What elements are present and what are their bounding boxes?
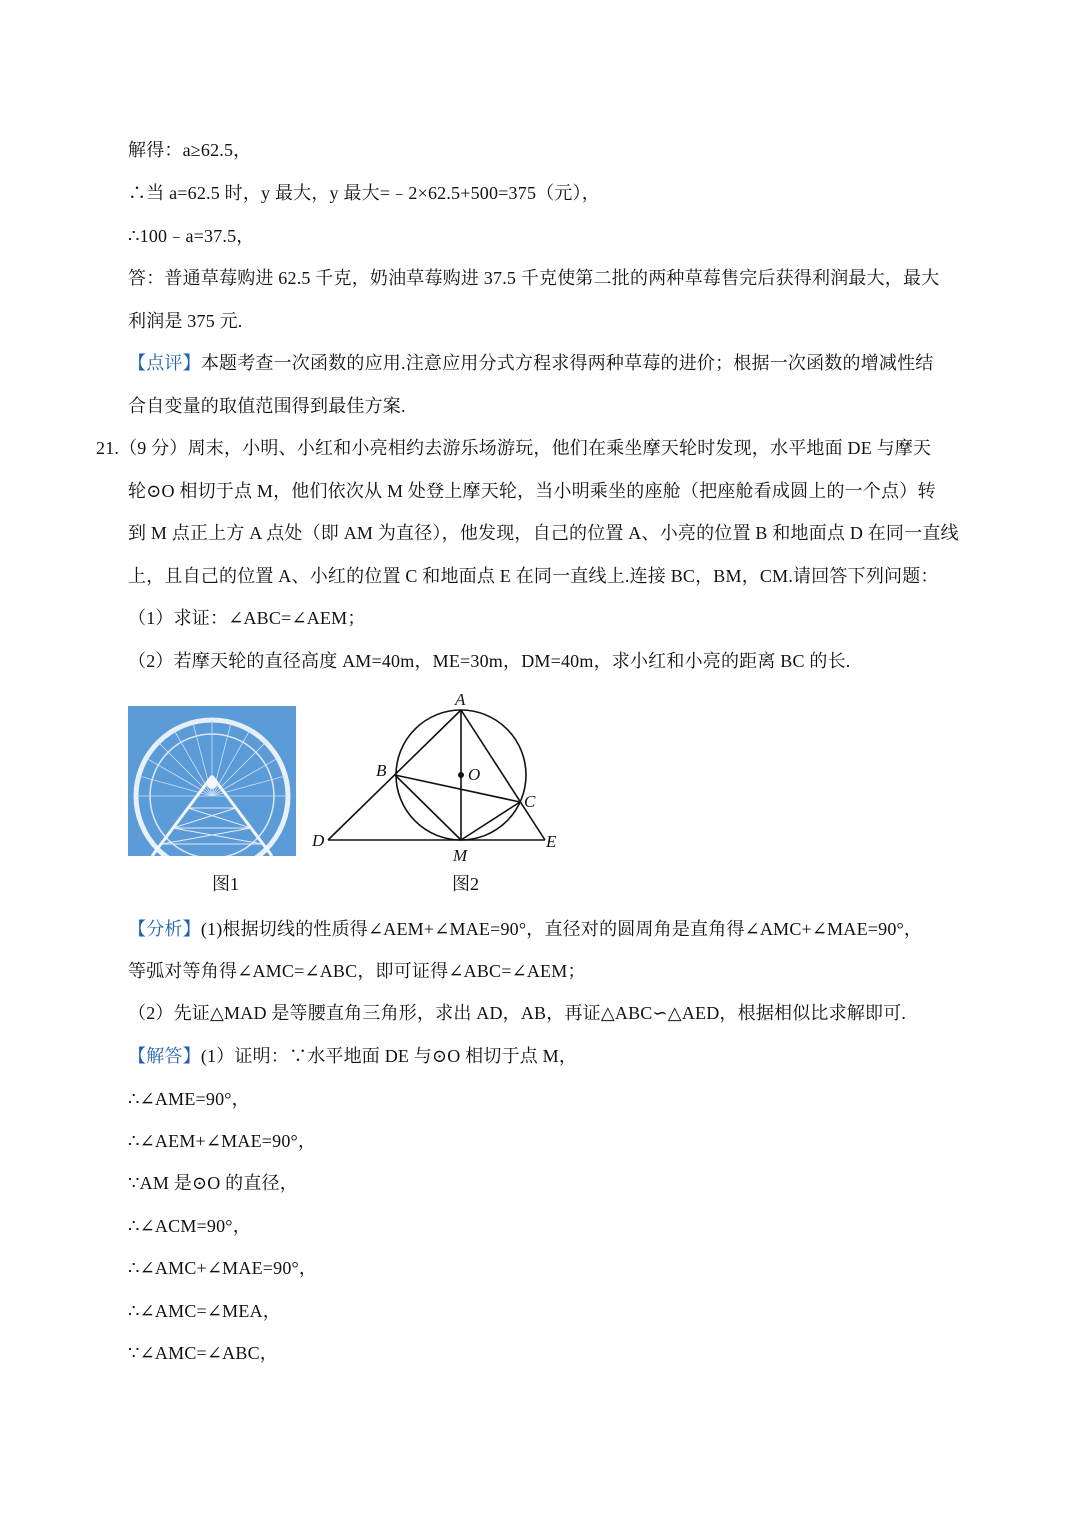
label-a: A (455, 690, 466, 709)
label-d: D (312, 831, 325, 850)
label-e: E (546, 832, 557, 851)
solution-line-8: ∵∠AMC=∠ABC， (128, 1343, 278, 1363)
line-4: 答：普通草莓购进 62.5 千克，奶油草莓购进 37.5 千克使第二批的两种草莓售完后获得利润最大，最大 (128, 268, 940, 288)
question-line-1: 21.（9 分）周末，小明、小红和小亮相约去游乐场游玩，他们在乘坐摩天轮时发现，水平地面 DE 与摩天 (96, 438, 932, 458)
line-5: 利润是 375 元. (128, 311, 243, 331)
comment-text: 本题考查一次函数的应用.注意应用分式方程求得两种草莓的进价；根据一次函数的增减性结 (200, 353, 934, 373)
solution-line-4: ∵AM 是⊙O 的直径， (128, 1173, 298, 1193)
question-line-6: （2）若摩天轮的直径高度 AM=40m，ME=30m，DM=40m，求小红和小亮的距离 BC 的长. (128, 651, 851, 671)
label-c: C (524, 792, 536, 811)
segment-cm (461, 802, 520, 840)
analysis-line-3: （2）先证△MAD 是等腰直角三角形，求出 AD，AB，再证△ABC∽△AED，根据相似比求解即可. (128, 1003, 907, 1023)
caption-figure-1: 图1 (212, 874, 239, 894)
solution-tag: 【解答】 (128, 1046, 201, 1066)
center-dot (458, 772, 464, 778)
solution-text: (1）证明：∵水平地面 DE 与⊙O 相切于点 M， (200, 1046, 578, 1066)
analysis-text: (1)根据切线的性质得∠AEM+∠MAE=90°，直径对的圆周角是直角得∠AMC+∠MAE=90°， (200, 919, 923, 939)
question-line-3: 到 M 点正上方 A 点处（即 AM 为直径），他发现，自己的位置 A、小亮的位置 B 和地面点 D 在同一直线 (128, 523, 959, 543)
line-1: 解得：a≥62.5， (128, 140, 252, 160)
solution-line-7: ∴∠AMC=∠MEA， (128, 1301, 281, 1321)
label-o: O (468, 765, 481, 784)
comment-tag: 【点评】 (128, 353, 201, 373)
question-line-5: （1）求证：∠ABC=∠AEM； (128, 608, 366, 628)
comment-line (128, 351, 934, 375)
ferris-wheel-photo (128, 706, 296, 856)
line-2: ∴当 a=62.5 时，y 最大，y 最大=﹣2×62.5+500=375（元）， (128, 183, 600, 203)
segment-bc (395, 775, 520, 802)
solution-line-2: ∴∠AME=90°， (128, 1089, 250, 1109)
question-line-4: 上，且自己的位置 A、小红的位置 C 和地面点 E 在同一直线上.连接 BC，BM，CM.请回答下列问题： (128, 566, 939, 586)
line-3: ∴100﹣a=37.5， (128, 226, 255, 246)
solution-line-5: ∴∠ACM=90°， (128, 1216, 251, 1236)
caption-figure-2: 图2 (452, 874, 479, 894)
line-7: 合自变量的取值范围得到最佳方案. (128, 396, 406, 416)
label-m: M (453, 846, 468, 865)
question-line-2: 轮⊙O 相切于点 M，他们依次从 M 处登上摩天轮，当小明乘坐的座舱（把座舱看成圆上的一个点）转 (128, 481, 936, 501)
analysis-line-2: 等弧对等角得∠AMC=∠ABC，即可证得∠ABC=∠AEM； (128, 961, 586, 981)
solution-line-6: ∴∠AMC+∠MAE=90°， (128, 1258, 318, 1278)
analysis-tag: 【分析】 (128, 919, 201, 939)
wheel-hub (207, 779, 217, 789)
solution-line-3: ∴∠AEM+∠MAE=90°， (128, 1131, 317, 1151)
geometry-diagram (300, 685, 580, 865)
solution-line-1 (128, 1044, 577, 1068)
analysis-line-1 (128, 917, 922, 941)
label-b: B (376, 761, 387, 780)
